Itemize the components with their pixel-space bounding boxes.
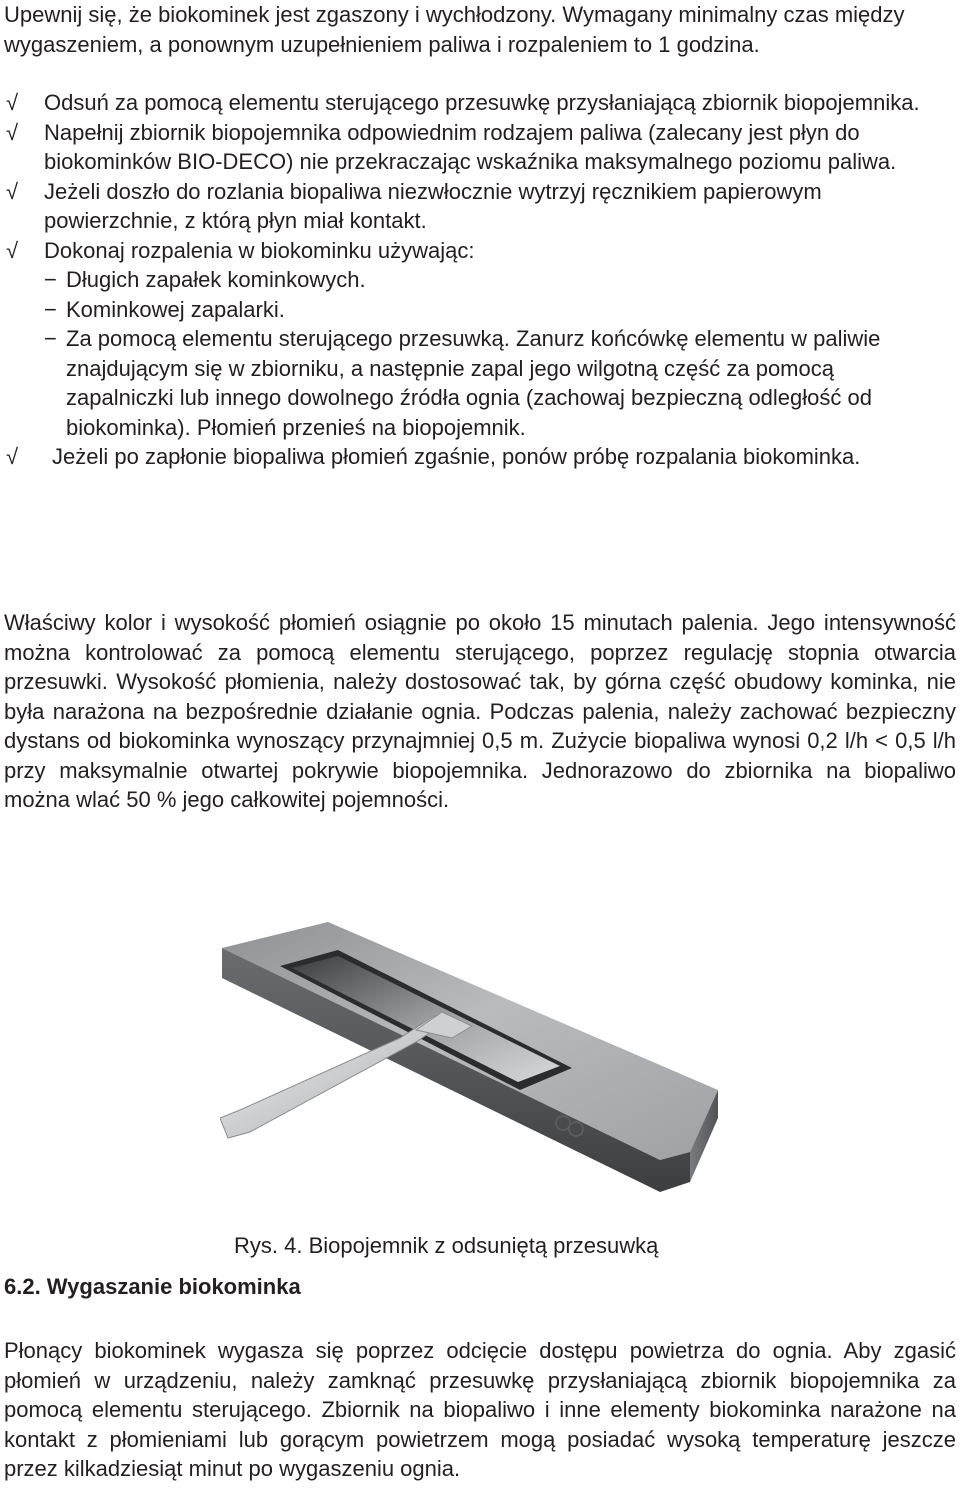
instruction-list <box>0 88 960 472</box>
sub-list-item-text: Kominkowej zapalarki. <box>66 296 285 322</box>
list-item <box>0 88 944 118</box>
list-item <box>0 236 944 266</box>
sub-list-item <box>0 265 936 295</box>
figure-caption: Rys. 4. Biopojemnik z odsuniętą przesuwką <box>234 1233 659 1258</box>
list-item-text: Jeżeli doszło do rozlania biopaliwa niezwłocznie wytrzyj ręcznikiem papierowym powierzchnie, z którą płyn miał kontakt. <box>44 178 822 233</box>
list-item <box>0 442 952 472</box>
list-item-text: Napełnij zbiornik biopojemnika odpowiednim rodzajem paliwa (zalecany jest płyn do biokominków BIO-DECO) nie przekraczając wskaźnika maksymalnego poziomu paliwa. <box>44 119 897 174</box>
extinguishing-paragraph: Płonący biokominek wygasza się poprzez odcięcie dostępu powietrza do ognia. Aby zgasić płomień w urządzeniu, należy zamknąć przesuwkę przysłaniającą zbiornik biopojemnika za pomocą elementu sterującego. Zbiornik na biopaliwo i inne elementy biokominka narażone na kontakt z płomieniami lub gorącym powietrzem mogą posiadać wysoką temperaturę jeszcze przez kilkadziesiąt minut po wygaszeniu ognia. <box>4 1338 956 1481</box>
dash-mark-icon: − <box>44 296 57 322</box>
check-mark-icon: √ <box>6 237 19 263</box>
dash-mark-icon: − <box>44 326 57 351</box>
section-heading: 6.2. Wygaszanie biokominka <box>4 1274 301 1299</box>
list-item <box>0 118 944 177</box>
check-mark-icon: √ <box>6 178 19 204</box>
sub-list-item <box>0 295 936 325</box>
biocontainer-illustration <box>220 920 720 1220</box>
check-mark-icon: √ <box>6 119 19 145</box>
dash-mark-icon: − <box>44 267 57 292</box>
list-item-text: Odsuń za pomocą elementu sterującego przesuwkę przysłaniającą zbiornik biopojemnika. <box>44 90 920 115</box>
flame-control-paragraph: Właściwy kolor i wysokość płomień osiągnie po około 15 minutach palenia. Jego intensywność można kontrolować za pomocą elementu sterującego, poprzez regulację stopnia otwarcia przesuwki. Wysokość płomienia, należy dostosować tak, by górna część obudowy kominka, nie była narażona na bezpośrednie działanie ognia. Podczas palenia, należy zachować bezpieczny dystans od biokominka wynoszący przynajmniej 0,5 m. Zużycie biopaliwa wynosi 0,2 l/h < 0,5 l/h przy maksymalnie otwartej pokrywie biopojemnika. Jednorazowo do zbiornika na biopaliwo można wlać 50 % jego całkowitej pojemności. <box>4 610 956 812</box>
control-element-handle <box>220 1016 446 1138</box>
list-item <box>0 177 944 236</box>
intro-paragraph: Upewnij się, że biokominek jest zgaszony i wychłodzony. Wymagany minimalny czas między wygaszeniem, a ponownym uzupełnieniem paliwa i rozpaleniem to 1 godzina. <box>4 2 905 57</box>
check-mark-icon: √ <box>6 90 19 115</box>
sub-list-item-text: Długich zapałek kominkowych. <box>66 267 366 292</box>
list-item-text: Dokonaj rozpalenia w biokominku używając: <box>44 237 475 263</box>
check-mark-icon: √ <box>6 444 19 469</box>
sub-list-item-text: Za pomocą elementu sterującego przesuwką. Zanurz końcówkę elementu w paliwie znajdującym się w zbiorniku, a następnie zapal jego wilgotną część za pomocą zapalniczki lub innego dowolnego źródła ognia (zachowaj bezpieczną odległość od biokominka). Płomień przenieś na biopojemnik. <box>66 326 881 440</box>
sub-list-item <box>0 324 936 442</box>
list-item-text: Jeżeli po zapłonie biopaliwa płomień zgaśnie, ponów próbę rozpalania biokominka. <box>52 444 861 469</box>
